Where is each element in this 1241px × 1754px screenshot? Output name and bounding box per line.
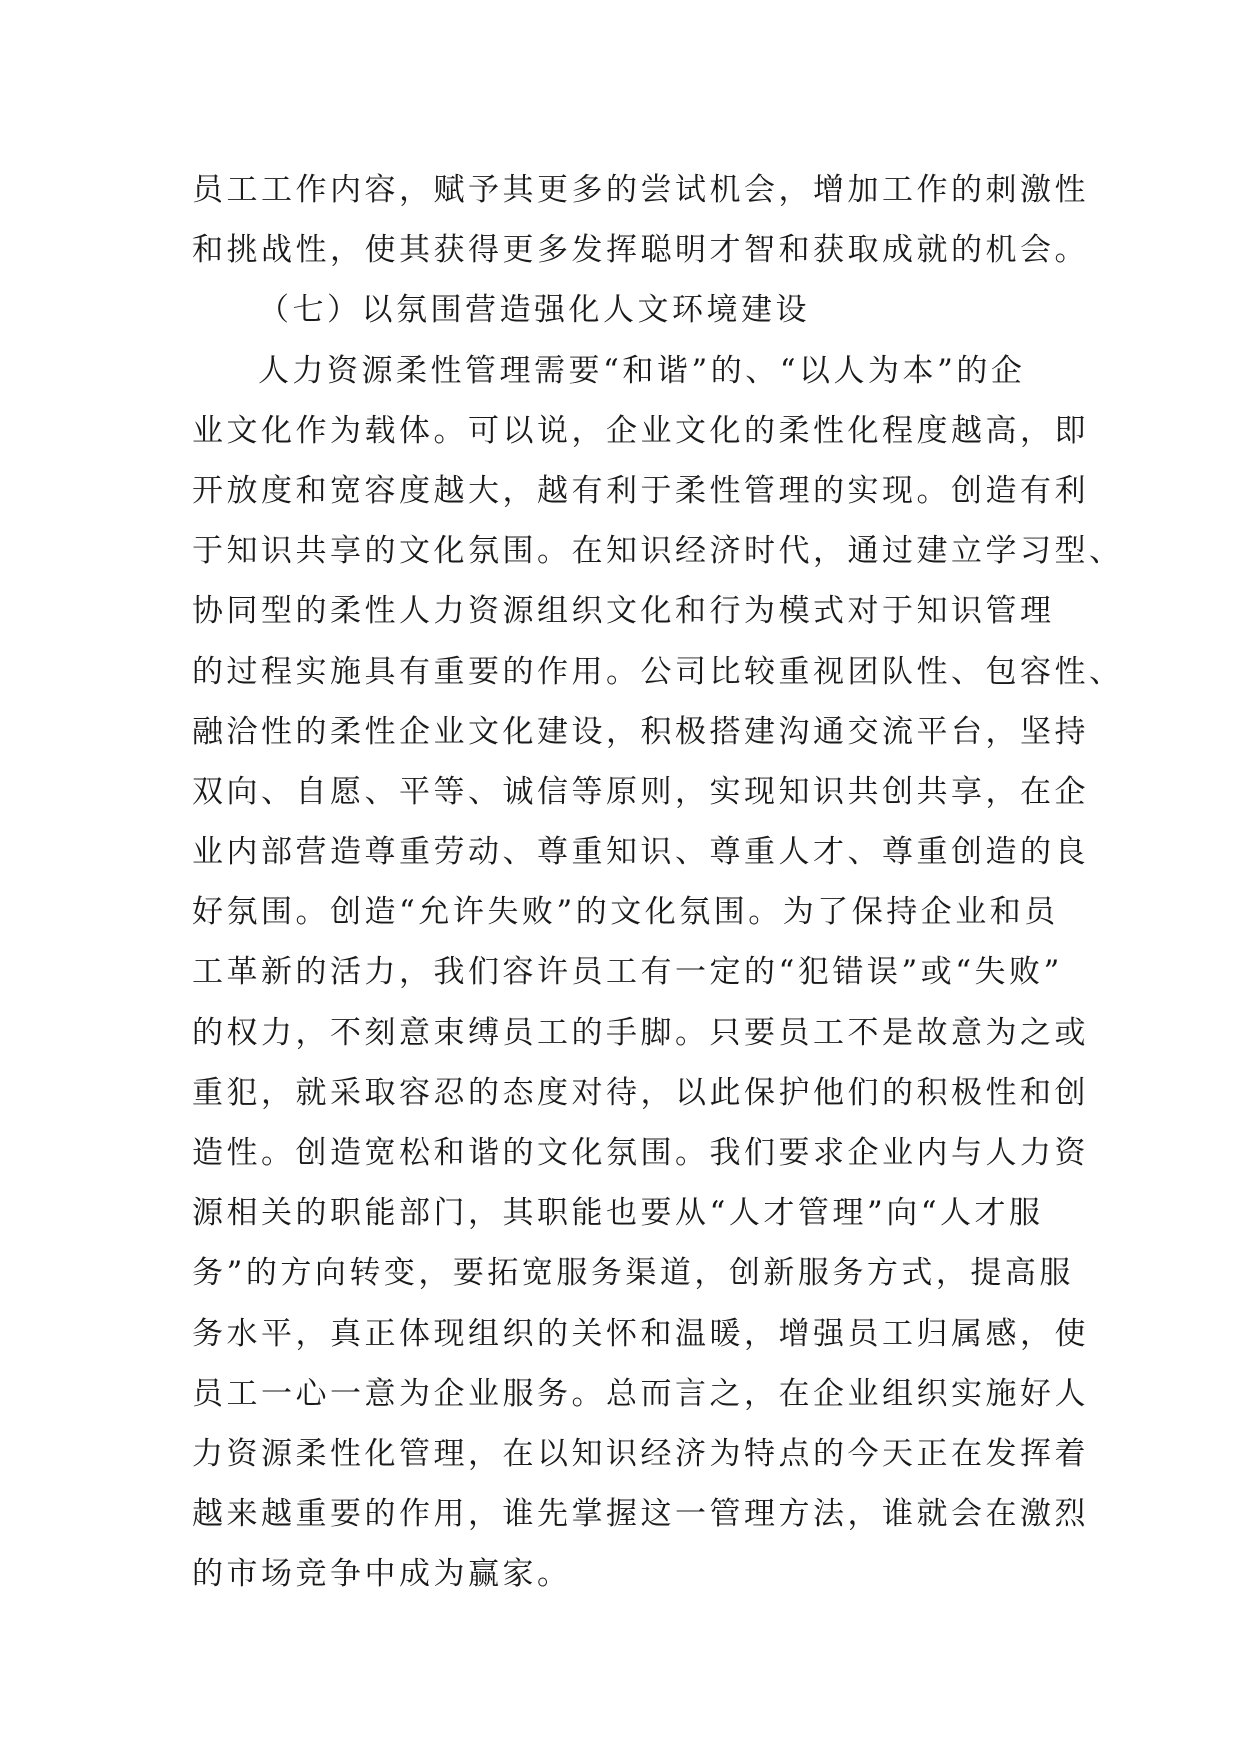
- text-line: 人力资源柔性管理需要“和谐”的、“以人为本”的企: [258, 352, 1026, 389]
- text-line: 的市场竞争中成为赢家。: [192, 1556, 572, 1593]
- body-text: [192, 160, 1124, 1605]
- text-line: 业内部营造尊重劳动、尊重知识、尊重人才、尊重创造的良: [192, 834, 1089, 871]
- text-line: 造性。创造宽松和谐的文化氛围。我们要求企业内与人力资: [192, 1135, 1089, 1171]
- text-line: 开放度和宽容度越大，越有利于柔性管理的实现。创造有利: [192, 472, 1089, 509]
- section-heading: （七）以氛围营造强化人文环境建设: [258, 292, 810, 329]
- text-line: 融洽性的柔性企业文化建设，积极搭建沟通交流平台，坚持: [192, 713, 1089, 750]
- text-line: 务水平，真正体现组织的关怀和温暖，增强员工归属感，使: [192, 1315, 1089, 1352]
- text-line: 源相关的职能部门，其职能也要从“人才管理”向“人才服: [192, 1195, 1044, 1232]
- text-line: 工革新的活力，我们容许员工有一定的“犯错误”或“失败”: [192, 954, 1063, 991]
- text-line: 重犯，就采取容忍的态度对待，以此保护他们的积极性和创: [192, 1074, 1089, 1111]
- text-line: 员工工作内容，赋予其更多的尝试机会，增加工作的刺激性: [192, 172, 1089, 208]
- text-line: 协同型的柔性人力资源组织文化和行为模式对于知识管理: [192, 593, 1055, 630]
- text-line: 务”的方向转变，要拓宽服务渠道，创新服务方式，提高服: [192, 1255, 1074, 1292]
- text-line: 业文化作为载体。可以说，企业文化的柔性化程度越高，即: [192, 412, 1089, 449]
- text-line: 于知识共享的文化氛围。在知识经济时代，通过建立学习型、: [192, 533, 1124, 570]
- text-line: 双向、自愿、平等、诚信等原则，实现知识共创共享，在企: [192, 773, 1089, 810]
- text-line: 越来越重要的作用，谁先掌握这一管理方法，谁就会在激烈: [192, 1496, 1089, 1533]
- text-line: 力资源柔性化管理，在以知识经济为特点的今天正在发挥着: [192, 1435, 1089, 1472]
- text-line: 的过程实施具有重要的作用。公司比较重视团队性、包容性、: [192, 653, 1124, 690]
- text-line: 好氛围。创造“允许失败”的文化氛围。为了保持企业和员: [192, 894, 1059, 931]
- text-line: 员工一心一意为企业服务。总而言之，在企业组织实施好人: [192, 1375, 1089, 1412]
- text-line: 的权力，不刻意束缚员工的手脚。只要员工不是故意为之或: [192, 1014, 1089, 1051]
- text-line: 和挑战性，使其获得更多发挥聪明才智和获取成就的机会。: [192, 232, 1089, 269]
